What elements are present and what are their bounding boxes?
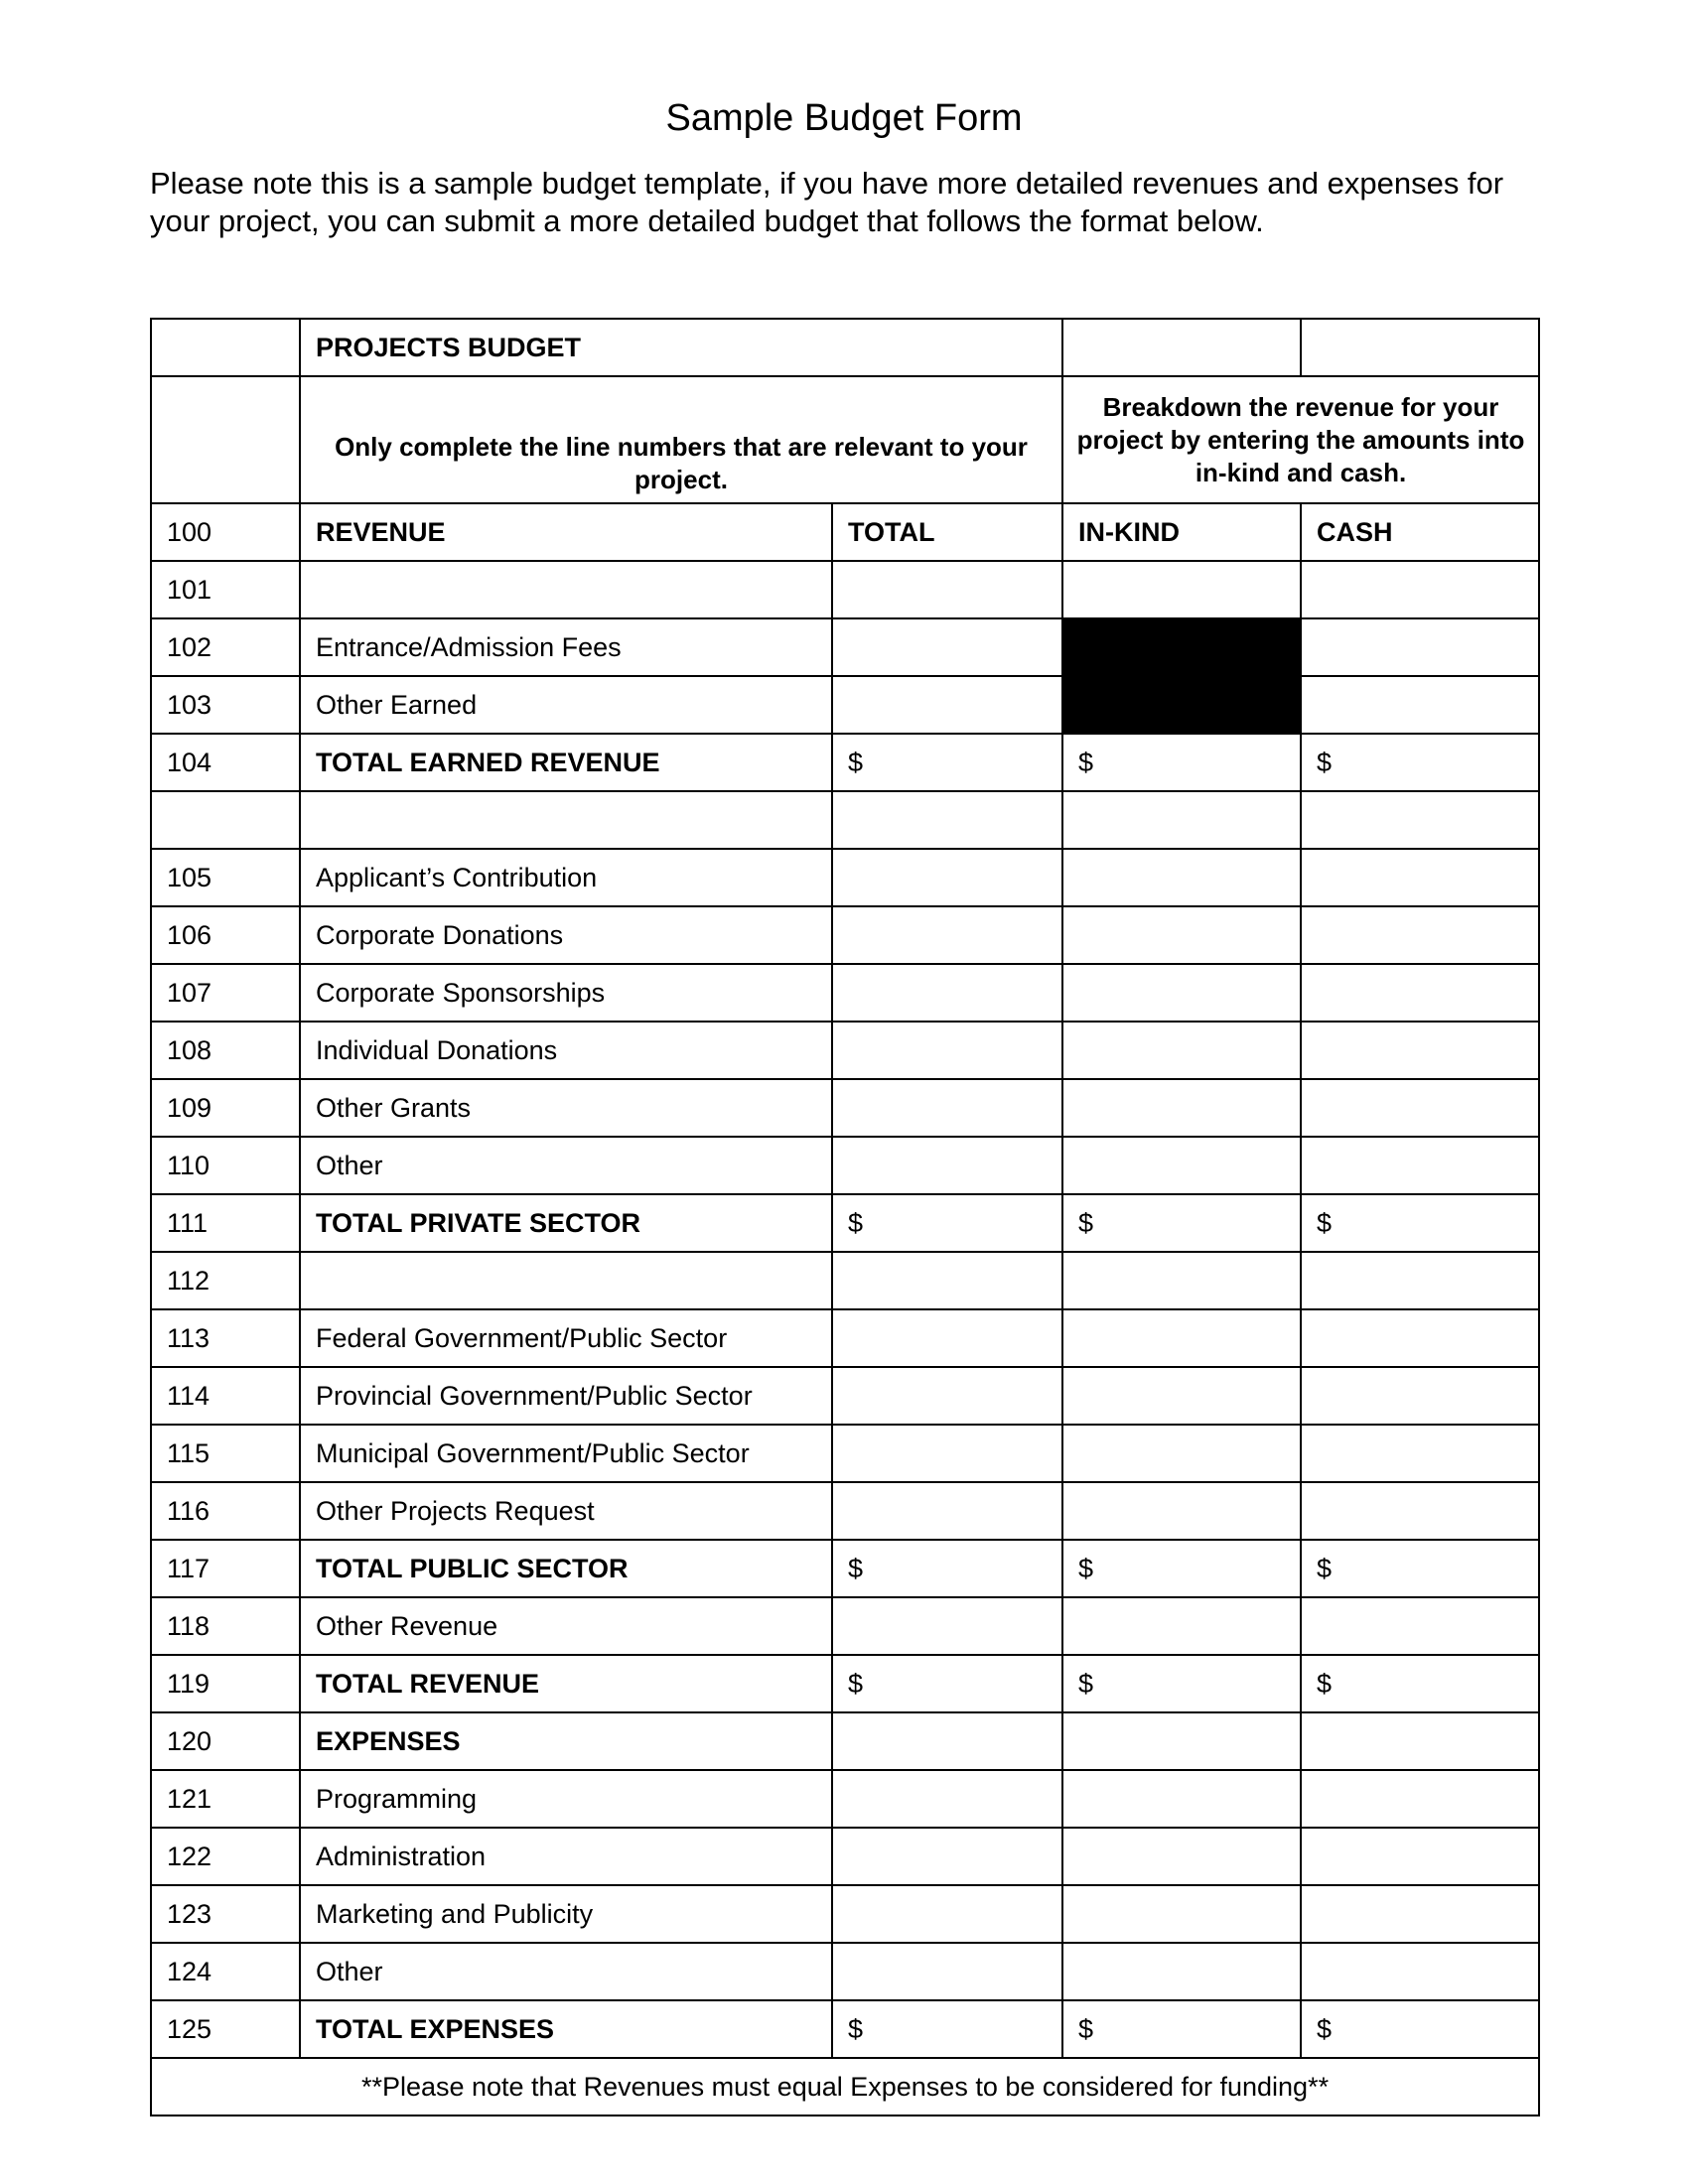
cash-cell[interactable] xyxy=(1301,1597,1539,1655)
line-label-cell: Programming xyxy=(300,1770,832,1828)
line-label-cell: EXPENSES xyxy=(300,1712,832,1770)
total-cell[interactable]: $ xyxy=(832,2000,1062,2058)
budget-table xyxy=(150,318,1540,2116)
total-cell[interactable] xyxy=(832,849,1062,906)
table-row xyxy=(151,1482,1539,1540)
inkind-cell[interactable] xyxy=(1062,1425,1301,1482)
projects-budget-heading: PROJECTS BUDGET xyxy=(300,319,1062,376)
line-label-cell: Provincial Government/Public Sector xyxy=(300,1367,832,1425)
inkind-cell[interactable]: $ xyxy=(1062,734,1301,791)
line-label-cell: TOTAL EARNED REVENUE xyxy=(300,734,832,791)
inkind-cell[interactable] xyxy=(1062,1022,1301,1079)
line-number-cell: 110 xyxy=(151,1137,300,1194)
total-cell[interactable] xyxy=(832,1482,1062,1540)
line-number-cell: 103 xyxy=(151,676,300,734)
line-label-cell: Other xyxy=(300,1137,832,1194)
heading-inkind-empty-cell xyxy=(1062,319,1301,376)
inkind-cell[interactable] xyxy=(1062,561,1301,618)
total-cell[interactable] xyxy=(832,1828,1062,1885)
cash-cell[interactable] xyxy=(1301,849,1539,906)
line-label-cell: Marketing and Publicity xyxy=(300,1885,832,1943)
heading-empty-cell xyxy=(151,319,300,376)
line-label-cell: Other Projects Request xyxy=(300,1482,832,1540)
table-row xyxy=(151,1655,1539,1712)
line-number-cell: 125 xyxy=(151,2000,300,2058)
total-cell[interactable] xyxy=(832,1252,1062,1309)
cash-cell[interactable] xyxy=(1301,1367,1539,1425)
line-label-cell xyxy=(300,1252,832,1309)
table-row xyxy=(151,1770,1539,1828)
line-number-cell: 116 xyxy=(151,1482,300,1540)
table-row xyxy=(151,734,1539,791)
line-number-cell: 122 xyxy=(151,1828,300,1885)
line-number-cell: 114 xyxy=(151,1367,300,1425)
table-row xyxy=(151,964,1539,1022)
table-row xyxy=(151,1367,1539,1425)
line-number-cell: 107 xyxy=(151,964,300,1022)
line-number-cell: 117 xyxy=(151,1540,300,1597)
instruction-text: Only complete the line numbers that are relevant to your project. xyxy=(300,376,1062,503)
page-title: Sample Budget Form xyxy=(665,97,1023,139)
cash-cell[interactable] xyxy=(1301,1309,1539,1367)
total-cell[interactable] xyxy=(832,676,1062,734)
total-cell[interactable] xyxy=(832,964,1062,1022)
table-row xyxy=(151,1597,1539,1655)
table-row xyxy=(151,503,1539,561)
total-cell[interactable] xyxy=(832,1597,1062,1655)
line-label-cell: Corporate Donations xyxy=(300,906,832,964)
cash-cell[interactable] xyxy=(1301,618,1539,676)
cash-cell[interactable] xyxy=(1301,1828,1539,1885)
footnote: **Please note that Revenues must equal Expenses to be considered for funding** xyxy=(151,2058,1539,2116)
instruction-row xyxy=(151,376,1539,503)
inkind-cell[interactable] xyxy=(1062,1770,1301,1828)
line-label-cell: TOTAL REVENUE xyxy=(300,1655,832,1712)
footnote-row xyxy=(151,2058,1539,2116)
table-row xyxy=(151,906,1539,964)
total-cell[interactable] xyxy=(832,1425,1062,1482)
inkind-cell[interactable] xyxy=(1062,1367,1301,1425)
table-row xyxy=(151,849,1539,906)
table-row xyxy=(151,618,1539,676)
line-number-cell: 104 xyxy=(151,734,300,791)
inkind-cell[interactable] xyxy=(1062,1079,1301,1137)
table-row xyxy=(151,1194,1539,1252)
line-number-cell: 109 xyxy=(151,1079,300,1137)
total-cell[interactable] xyxy=(832,618,1062,676)
line-number-cell: 111 xyxy=(151,1194,300,1252)
inkind-blackout-cell xyxy=(1062,676,1301,734)
total-cell[interactable] xyxy=(832,906,1062,964)
cash-cell[interactable] xyxy=(1301,1079,1539,1137)
line-label-cell: TOTAL EXPENSES xyxy=(300,2000,832,2058)
breakdown-note: Breakdown the revenue for your project by entering the amounts into in-kind and cash. xyxy=(1062,376,1539,503)
cash-cell[interactable]: $ xyxy=(1301,1655,1539,1712)
table-row xyxy=(151,791,1539,849)
intro-paragraph: Please note this is a sample budget template, if you have more detailed revenues and expenses for your project, you can submit a more detailed budget that follows the format below. xyxy=(150,166,1504,238)
cash-cell[interactable] xyxy=(1301,1022,1539,1079)
total-cell[interactable] xyxy=(832,1022,1062,1079)
cash-cell[interactable] xyxy=(1301,1712,1539,1770)
cash-cell[interactable] xyxy=(1301,906,1539,964)
line-number-cell: 102 xyxy=(151,618,300,676)
line-label-cell: Corporate Sponsorships xyxy=(300,964,832,1022)
line-number-cell: 113 xyxy=(151,1309,300,1367)
line-number-cell: 123 xyxy=(151,1885,300,1943)
inkind-cell[interactable]: $ xyxy=(1062,1194,1301,1252)
line-number-cell: 106 xyxy=(151,906,300,964)
table-row xyxy=(151,1022,1539,1079)
line-label-cell: Municipal Government/Public Sector xyxy=(300,1425,832,1482)
cash-cell[interactable]: $ xyxy=(1301,1194,1539,1252)
inkind-cell[interactable] xyxy=(1062,1828,1301,1885)
line-label-cell: Other Earned xyxy=(300,676,832,734)
instruction-empty-cell xyxy=(151,376,300,503)
inkind-cell[interactable] xyxy=(1062,849,1301,906)
line-number-cell: 101 xyxy=(151,561,300,618)
total-cell[interactable] xyxy=(832,1079,1062,1137)
inkind-blackout-cell xyxy=(1062,618,1301,676)
table-row xyxy=(151,1885,1539,1943)
line-label-cell: Other Revenue xyxy=(300,1597,832,1655)
inkind-cell[interactable]: $ xyxy=(1062,1540,1301,1597)
column-header-inkind: IN-KIND xyxy=(1062,503,1301,561)
line-number-cell: 100 xyxy=(151,503,300,561)
table-row xyxy=(151,2000,1539,2058)
total-cell[interactable] xyxy=(832,1885,1062,1943)
cash-cell[interactable] xyxy=(1301,1252,1539,1309)
line-label-cell: Federal Government/Public Sector xyxy=(300,1309,832,1367)
cash-cell[interactable]: $ xyxy=(1301,1540,1539,1597)
total-cell[interactable]: $ xyxy=(832,1540,1062,1597)
line-label-cell: Applicant’s Contribution xyxy=(300,849,832,906)
column-header-cash: CASH xyxy=(1301,503,1539,561)
line-number-cell: 105 xyxy=(151,849,300,906)
total-cell[interactable]: $ xyxy=(832,1655,1062,1712)
line-label-cell: Individual Donations xyxy=(300,1022,832,1079)
line-label-cell: TOTAL PRIVATE SECTOR xyxy=(300,1194,832,1252)
inkind-cell[interactable] xyxy=(1062,906,1301,964)
line-label-cell xyxy=(300,561,832,618)
line-label-cell: Administration xyxy=(300,1828,832,1885)
inkind-cell[interactable]: $ xyxy=(1062,1655,1301,1712)
cash-cell[interactable] xyxy=(1301,1885,1539,1943)
line-label-cell xyxy=(300,791,832,849)
line-label-cell: Entrance/Admission Fees xyxy=(300,618,832,676)
total-cell[interactable] xyxy=(832,1367,1062,1425)
cash-cell[interactable] xyxy=(1301,1770,1539,1828)
table-row xyxy=(151,1425,1539,1482)
line-label-cell: TOTAL PUBLIC SECTOR xyxy=(300,1540,832,1597)
inkind-cell[interactable] xyxy=(1062,1482,1301,1540)
line-number-cell: 120 xyxy=(151,1712,300,1770)
line-number-cell: 108 xyxy=(151,1022,300,1079)
table-row xyxy=(151,676,1539,734)
table-row xyxy=(151,1309,1539,1367)
cash-cell[interactable] xyxy=(1301,791,1539,849)
cash-cell[interactable]: $ xyxy=(1301,2000,1539,2058)
column-header-total: TOTAL xyxy=(832,503,1062,561)
inkind-cell[interactable]: $ xyxy=(1062,2000,1301,2058)
inkind-cell[interactable] xyxy=(1062,1137,1301,1194)
table-row xyxy=(151,1712,1539,1770)
total-cell[interactable] xyxy=(832,1137,1062,1194)
inkind-cell[interactable] xyxy=(1062,1943,1301,2000)
table-row xyxy=(151,1137,1539,1194)
inkind-cell[interactable] xyxy=(1062,964,1301,1022)
line-number-cell: 112 xyxy=(151,1252,300,1309)
heading-cash-empty-cell xyxy=(1301,319,1539,376)
line-label-cell: Other Grants xyxy=(300,1079,832,1137)
line-label-cell: REVENUE xyxy=(300,503,832,561)
cash-cell[interactable] xyxy=(1301,676,1539,734)
total-cell[interactable] xyxy=(832,791,1062,849)
total-cell[interactable]: $ xyxy=(832,1194,1062,1252)
table-row xyxy=(151,1252,1539,1309)
cash-cell[interactable] xyxy=(1301,1943,1539,2000)
line-number-cell xyxy=(151,791,300,849)
table-row xyxy=(151,1828,1539,1885)
cash-cell[interactable] xyxy=(1301,1137,1539,1194)
cash-cell[interactable] xyxy=(1301,964,1539,1022)
inkind-cell[interactable] xyxy=(1062,1885,1301,1943)
total-cell[interactable] xyxy=(832,1943,1062,2000)
inkind-cell[interactable] xyxy=(1062,1712,1301,1770)
cash-cell[interactable] xyxy=(1301,1482,1539,1540)
line-number-cell: 119 xyxy=(151,1655,300,1712)
line-number-cell: 118 xyxy=(151,1597,300,1655)
inkind-cell[interactable] xyxy=(1062,1252,1301,1309)
inkind-cell[interactable] xyxy=(1062,1597,1301,1655)
line-label-cell: Other xyxy=(300,1943,832,2000)
cash-cell[interactable] xyxy=(1301,561,1539,618)
total-cell[interactable] xyxy=(832,1712,1062,1770)
line-number-cell: 124 xyxy=(151,1943,300,2000)
total-cell[interactable] xyxy=(832,1309,1062,1367)
inkind-cell[interactable] xyxy=(1062,1309,1301,1367)
table-row xyxy=(151,1079,1539,1137)
total-cell[interactable]: $ xyxy=(832,734,1062,791)
total-cell[interactable] xyxy=(832,1770,1062,1828)
table-row xyxy=(151,1540,1539,1597)
inkind-cell[interactable] xyxy=(1062,791,1301,849)
table-row xyxy=(151,1943,1539,2000)
line-number-cell: 115 xyxy=(151,1425,300,1482)
cash-cell[interactable]: $ xyxy=(1301,734,1539,791)
line-number-cell: 121 xyxy=(151,1770,300,1828)
table-row xyxy=(151,561,1539,618)
total-cell[interactable] xyxy=(832,561,1062,618)
cash-cell[interactable] xyxy=(1301,1425,1539,1482)
table-heading-row xyxy=(151,319,1539,376)
